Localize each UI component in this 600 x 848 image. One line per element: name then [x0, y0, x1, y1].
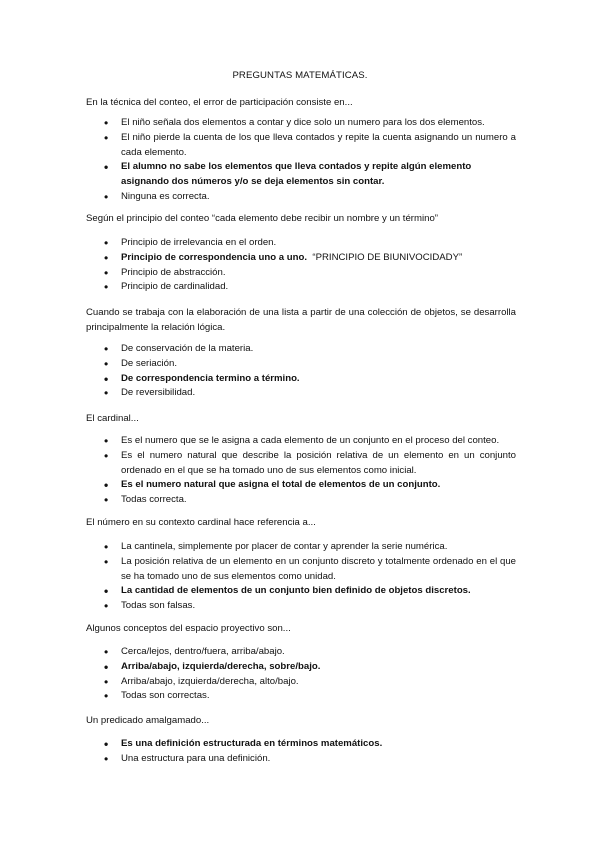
option-item: • La cantinela, simplemente por placer de contar y aprender la serie numérica. — [104, 540, 516, 555]
option-item: • Es el numero que se le asigna a cada elemento de un conjunto en el proceso del conteo. — [104, 434, 516, 449]
option-item: • Una estructura para una definición. — [104, 752, 516, 767]
option-item: • La cantidad de elementos de un conjunto bien definido de objetos discretos. — [104, 584, 516, 599]
question-text: Según el principio del conteo “cada elemento debe recibir un nombre y un término” — [86, 213, 438, 224]
option-bold-text: Principio de correspondencia uno a uno. — [121, 251, 308, 263]
question-text: Un predicado amalgamado... — [86, 715, 210, 726]
option-item: • Ninguna es correcta. — [104, 190, 516, 205]
option-list — [104, 236, 516, 295]
page-title: PREGUNTAS MATEMÁTICAS. — [232, 70, 368, 81]
option-item: • El alumno no sabe los elementos que lleva contados y repite algún elemento asignando dos números y/o se deja elementos sin contar. — [104, 160, 516, 190]
option-item: • Principio de abstracción. — [104, 266, 516, 281]
option-item: • Cerca/lejos, dentro/fuera, arriba/abajo. — [104, 645, 516, 660]
option-list — [104, 116, 516, 205]
option-item: • Todas son correctas. — [104, 689, 516, 704]
option-item: • Arriba/abajo, izquierda/derecha, sobre/bajo. — [104, 660, 516, 675]
option-item: • La posición relativa de un elemento en un conjunto discreto y totalmente ordenado en el que se ha tomado uno de sus elementos como unidad. — [104, 555, 516, 585]
option-item: • Todas correcta. — [104, 493, 516, 508]
question-text: Algunos conceptos del espacio proyectivo son... — [86, 623, 291, 634]
option-item: • El niño señala dos elementos a contar y dice solo un numero para los dos elementos. — [104, 116, 516, 131]
option-item — [104, 251, 516, 266]
option-list — [104, 540, 516, 614]
option-item: • De correspondencia termino a término. — [104, 372, 516, 387]
question-text: El cardinal... — [86, 413, 139, 424]
question-text: En la técnica del conteo, el error de participación consiste en... — [86, 97, 353, 108]
option-item: • Principio de irrelevancia en el orden. — [104, 236, 516, 251]
option-item: • Todas son falsas. — [104, 599, 516, 614]
option-item: • Es el numero natural que describe la posición relativa de un elemento en un conjunto ordenado en el que se ha tomado uno de sus elementos como inicial. — [104, 449, 516, 479]
option-list — [104, 342, 516, 401]
question-text: Cuando se trabaja con la elaboración de una lista a partir de una colección de objetos, se desarrolla principalmente la relación lógica. — [86, 307, 516, 333]
option-item: • De reversibilidad. — [104, 386, 516, 401]
option-item: • De seriación. — [104, 357, 516, 372]
option-note: “PRINCIPIO DE BIUNIVOCIDADY” — [312, 251, 463, 263]
option-list — [104, 737, 516, 767]
option-list — [104, 434, 516, 508]
question-text: El número en su contexto cardinal hace referencia a... — [86, 517, 316, 528]
option-item: • Es una definición estructurada en términos matemáticos. — [104, 737, 516, 752]
option-item: • Es el numero natural que asigna el total de elementos de un conjunto. — [104, 478, 516, 493]
option-item: • Arriba/abajo, izquierda/derecha, alto/bajo. — [104, 675, 516, 690]
option-item: • De conservación de la materia. — [104, 342, 516, 357]
option-item: • Principio de cardinalidad. — [104, 280, 516, 295]
option-list — [104, 645, 516, 704]
option-item: • El niño pierde la cuenta de los que lleva contados y repite la cuenta asignando un numero a cada elemento. — [104, 131, 516, 161]
